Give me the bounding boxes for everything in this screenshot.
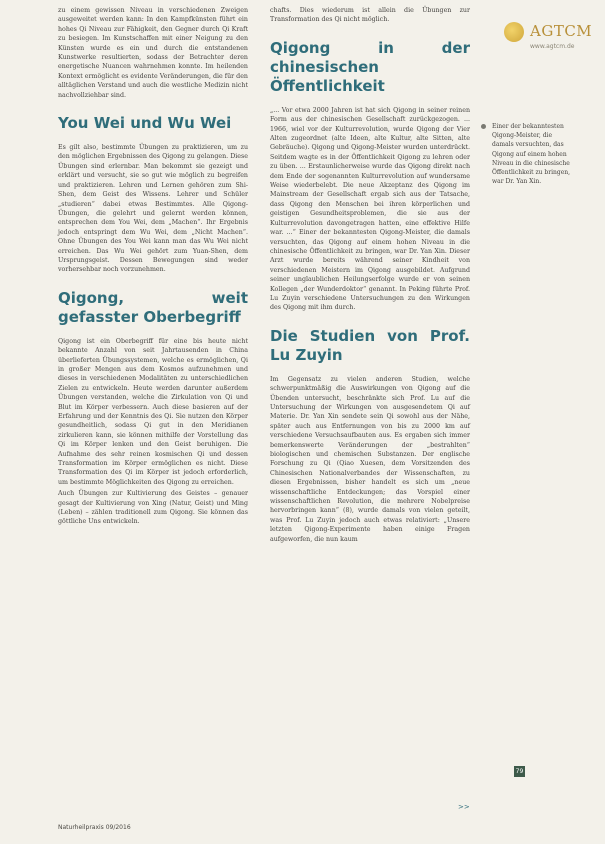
continued-marker: >> <box>458 803 470 811</box>
studien-paragraph: Im Gegensatz zu vielen anderen Studien, welche schwerpunktmäßig die Auswirkungen von Qigong auf die Übenden untersucht, beschränkte sich Prof. Lu auf die Untersuchung der Wirkungen von ausgesendetem Qi auf Materie. Dr. Yan Xin sendete sein Qi sowohl aus der Nähe, später auch aus Entfernungen von bis zu 2000 km auf verschiedene Versuchsaufbauten aus. Es ergaben sich immer bemerkenswerte Veränderungen der „bestrahlten“ biologischen und chemischen Substanzen. Der englische Forschung zu Qi (Qiao Xuesen, dem Vorsitzenden des Chinesischen Nationalverbandes der Wissenschaften, zu diesen Ergebnissen, bisher handelt es sich um „neue wissenschaftliche Entdeckungen; das Vorspiel einer wissenschaftlichen Revolution, die mehrere Nobelpreise hervorbringen kann“ (8), wurde damals von vielen geteilt, was Prof. Lu Zuyin jedoch auch etwas relativiert: „Unsere letzten Qigong-Experimente haben einige Fragen aufgeworfen, die nun kaum <box>270 375 470 543</box>
heading-studien-lu-zuyin: Die Studien von Prof. Lu Zuyin <box>270 326 470 364</box>
heading-qigong-oeffentlichkeit: Qigong in der chinesischen Öffentlichkeit <box>270 38 470 95</box>
logo-text: AGTCM <box>530 22 593 40</box>
heading-you-wei-wu-wei: You Wei und Wu Wei <box>58 114 232 133</box>
sidebar-quote: Einer der bekanntesten Qigong-Meister, die damals versuchten, das Qigong auf einem hohen Niveau in die chinesische Öffentlichkeit zu bringen, war Dr. Yan Xin. <box>492 123 571 186</box>
page-number: 79 <box>515 768 524 775</box>
issue-footer: Naturheilpraxis 09/2016 <box>58 824 131 831</box>
logo-emblem-icon <box>504 22 524 42</box>
logo-url: www.agtcm.de <box>530 43 575 50</box>
sidebar-bullet-icon <box>481 124 486 129</box>
agtcm-logo <box>504 18 594 58</box>
left-column <box>58 6 248 529</box>
mid-intro-paragraph: chafts. Dies wiederum ist allein die Übungen zur Transformation des Qi nicht möglich. <box>270 7 470 24</box>
left-intro-paragraph: zu einem gewissen Niveau in verschiedenen Zweigen ausgeweitet werden kann: In den Kampfkünsten führt ein hohes Qi Niveau zur Fähigkeit, den Gegner durch Qi Kraft zu besiegen. Im Kunstschaffen mit einer Neigung zu den Künsten wurde es ein und durch die entstandenen Kunstwerke resultierten, sodass der Betrachter deren energetische Nuancen wahrnehmen konnte. Im heilenden Kontext ermöglicht es evidente Veränderungen, die für den alltäglichen Verstand und auch die westliche Medizin nicht nachvollziehbar sind. <box>58 7 248 99</box>
middle-column <box>270 6 470 546</box>
heading-qigong-oberbegriff: Qigong, weit gefasster Oberbegriff <box>58 288 248 326</box>
you-wei-paragraph: Es gilt also, bestimmte Übungen zu praktizieren, um zu den möglichen Ergebnissen des Qigong zu gelangen. Diese Übungen sind erlernbar. Man bekommt sie gezeigt und erklärt und versucht, sie so gut wie möglich zu begreifen und praktizieren. Lehren und Lernen gehören zum Shi-Shen, dem Geist des Wissens. Lehrer und Schüler „studieren“ dabei etwas Bestimmtes. Alle Qigong-Übungen, die gelehrt und gelernt werden können, entsprechen dem You Wei, dem „Machen“. Ihr Ergebnis jedoch entspringt dem Wu Wei, dem „Nicht Machen“. Ohne Übungen des You Wei kann man das Wu Wei nicht erreichen. Das Wu Wei gehört zum Yuan-Shen, dem Ursprungsgeist. Dessen Bewegungen sind weder vorhersehbar noch vorzunehmen. <box>58 144 248 274</box>
oeffentlichkeit-paragraph: „... Vor etwa 2000 Jahren ist hat sich Qigong in seiner reinen Form aus der chinesischen Gesellschaft zurückgezogen. ... 1966, wiel vor der Kulturrevolution, wurde Qigong der Vier Alten zugeordnet (alte Ideen, alte Kultur, alte Sitten, alte Gebräuche). Qigong und Qigong-Meister wurden unterdrückt. Seitdem wagte es in der Öffentlichkeit Qigong zu lehren oder zu üben. ... Erstaunlicherweise wurde das Qigong direkt nach dem Ende der sogenannten Kulturrevolution auf wundersame Weise wiederbelebt. Die neue Akzeptanz des Qigong im Mainstream der Gesellschaft ergab sich aus der Tatsache, dass Qigong den Menschen bei ihren körperlichen und geistigen Gesundheitsproblemen, die sie aus der Kulturrevolution davongetragen hatten, eine effektive Hilfe war. ...“ Einer der bekanntesten Qigong-Meister, die damals versuchten, das Qigong auf einem hohen Niveau in die chinesische Öffentlichkeit zu bringen, war Dr. Yan Xin. Dieser Arzt wurde bereits während seiner Kindheit von verschiedenen Meistern im Qigong ausgebildet. Aufgrund seiner unglaublichen Heilungserfolge wurde er von seinen Kollegen „der Wunderdoktor“ genannt. In Peking führte Prof. Lu Zuyin verschiedene Untersuchungen zu den Wirkungen des Qigong mit ihm durch. <box>270 106 470 312</box>
kultivierung-paragraph: Auch Übungen zur Kultivierung des Geistes – genauer gesagt der Kultivierung von Xing (Natur, Geist) und Ming (Leben) – zählen traditionell zum Qigong. Sie können das göttliche Uns entwickeln. <box>58 490 248 526</box>
oberbegriff-paragraph: Qigong ist ein Oberbegriff für eine bis heute nicht bekannte Anzahl von seit Jahrtausenden in China überlieferten Übungssystemen, welche es ermöglichen, Qi in großer Mengen aus dem Kosmos aufzunehmen und dieses in verschiedenen Modalitäten zu unterschiedlichen Zielen zu entwickeln. Heute werden darunter außerdem Übungen verstanden, welche die Zirkulation von Qi und Blut im Körper verbessern. Auch diese basieren auf der Erfahrung und der Kenntnis des Qi. Sie nutzen den Körper gesundheitlich, sodass Qi gut in den Meridianen zirkulieren kann, sie können mithilfe der Vorstellung das Qi im Körper lenken und den Geist beruhigen. Die Aufnahme des sehr reinen kosmischen Qi und dessen Transformation im Körper ermöglichen es nicht. Diese Transformation des Qi im Körper ist jedoch erforderlich, um bestimmte Möglichkeiten des Qigong zu erreichen. <box>58 337 248 486</box>
